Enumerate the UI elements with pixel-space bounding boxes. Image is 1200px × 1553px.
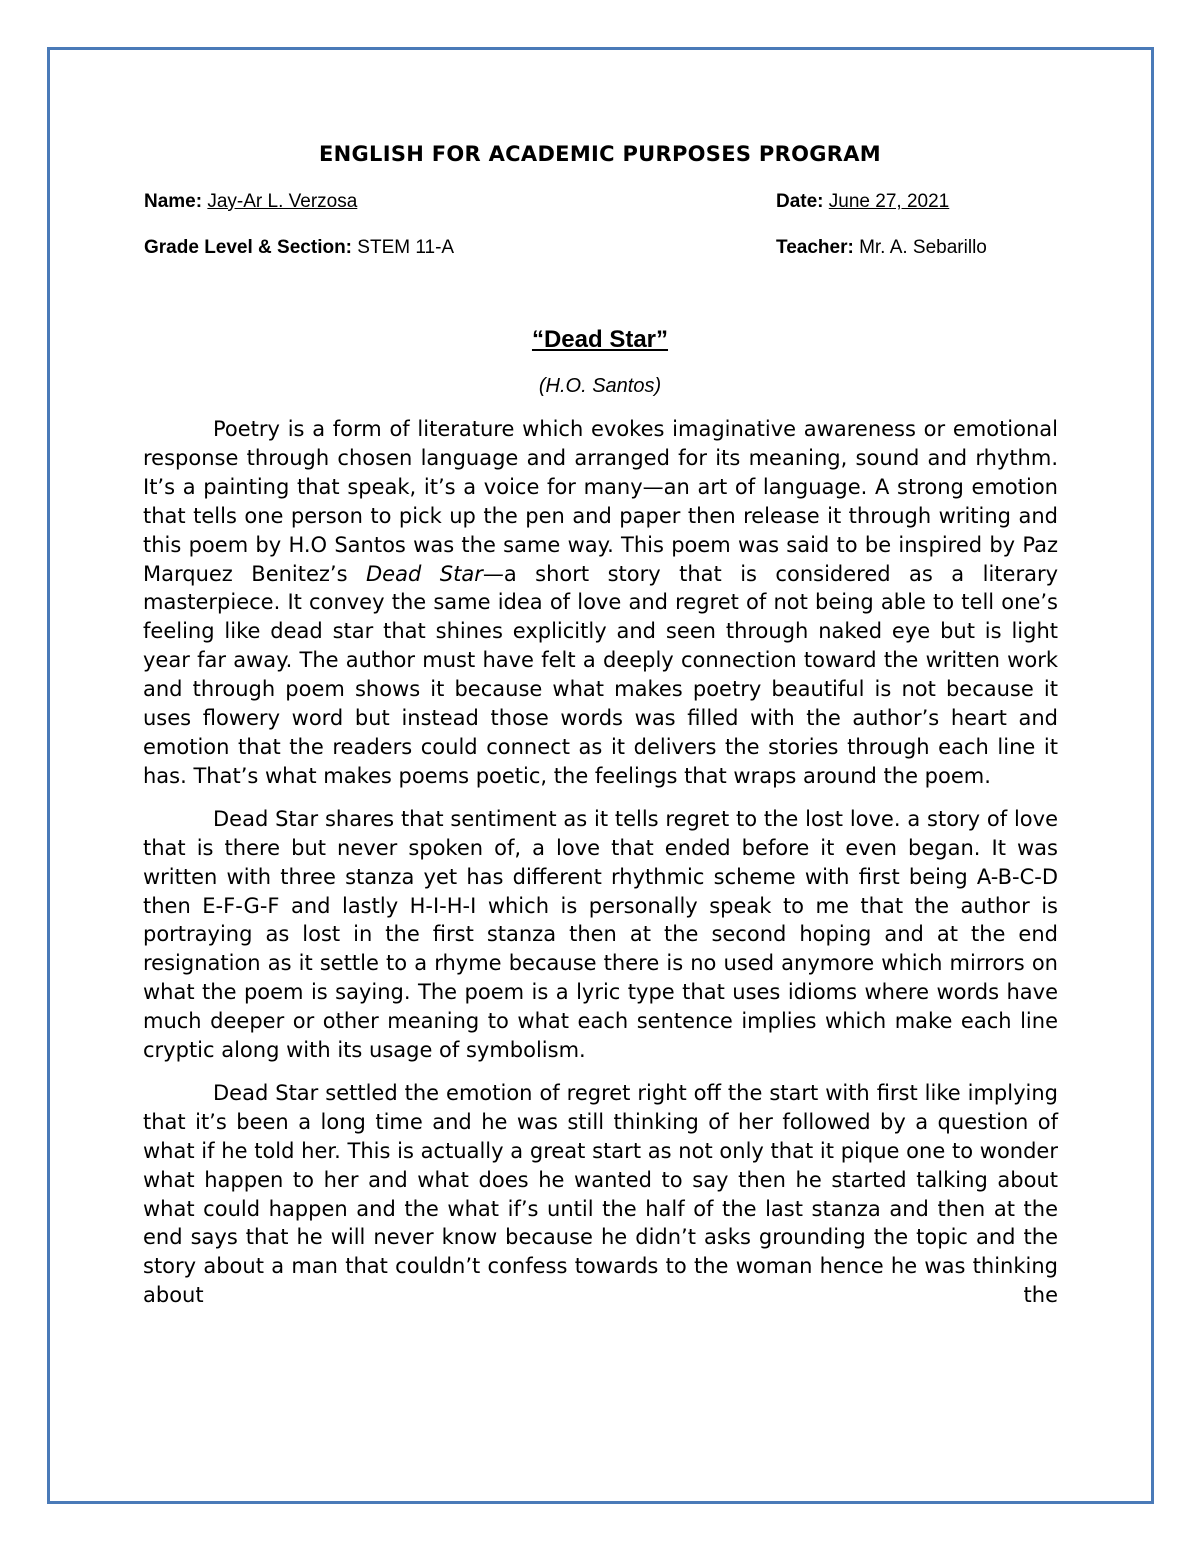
essay-author: (H.O. Santos) [538,375,662,397]
essay-body [143,415,1058,1324]
grade-label: Grade Level & Section: [144,237,353,258]
grade-section-field [144,237,454,259]
name-label: Name: [144,191,203,212]
teacher-label: Teacher: [776,237,854,258]
date-field [776,191,949,213]
date-label: Date: [776,191,824,212]
essay-title: “Dead Star” [531,326,669,353]
date-value: June 27, 2021 [828,191,950,212]
name-value: Jay-Ar L. Verzosa [207,191,358,212]
teacher-value: Mr. A. Sebarillo [859,237,987,258]
paragraph-1-italic-title: Dead Star [366,561,483,586]
paragraph-3: Dead Star settled the emotion of regret right off the start with first like implying that it’s been a long time and he was still thinking of her followed by a question of what if he told her. This is actually a great start as not only that it pique one to wonder what happen to her and what does he wanted to say then he started talking about what could happen and the what if’s until the half of the last stanza and then at the end says that he will never know because he didn’t asks grounding the topic and the story about a man that couldn’t confess towards to the woman hence he was thinking about the [143,1080,1058,1308]
paragraph-1-part-1: Poetry is a form of literature which evokes imaginative awareness or emotional response through chosen language and arranged for its meaning, sound and rhythm. It’s a painting that speak, it’s a voice for many—an art of language. A strong emotion that tells one person to pick up the pen and paper then release it through writing and this poem by H.O Santos was the same way. This poem was said to be inspired by Paz Marquez Benitez’s [143,417,1058,586]
program-title: ENGLISH FOR ACADEMIC PURPOSES PROGRAM [318,142,881,166]
grade-value: STEM 11-A [357,237,455,258]
teacher-field [776,237,987,259]
paragraph-2: Dead Star shares that sentiment as it tells regret to the lost love. a story of love that is there but never spoken of, a love that ended before it even began. It was written with three stanza yet has different rhythmic scheme with first being A-B-C-D then E-F-G-F and lastly H-I-H-I which is personally speak to me that the author is portraying as lost in the first stanza then at the second hoping and at the end resignation as it settle to a rhyme because there is no used anymore which mirrors on what the poem is saying. The poem is a lyric type that uses idioms where words have much deeper or other meaning to what each sentence implies which make each line cryptic along with its usage of symbolism. [143,806,1058,1063]
paragraph-1 [143,415,1058,791]
paragraph-1-part-2: —a short story that is considered as a literary masterpiece. It convey the same idea of love and regret of not being able to tell one’s feeling like dead star that shines explicitly and seen through naked eye but is light year far away. The author must have felt a deeply connection toward the written work and through poem shows it because what makes poetry beautiful is not because it uses flowery word but instead those words was filled with the author’s heart and emotion that the readers could connect as it delivers the stories through each line it has. That’s what makes poems poetic, the feelings that wraps around the poem. [143,561,1059,788]
name-field [144,191,357,213]
